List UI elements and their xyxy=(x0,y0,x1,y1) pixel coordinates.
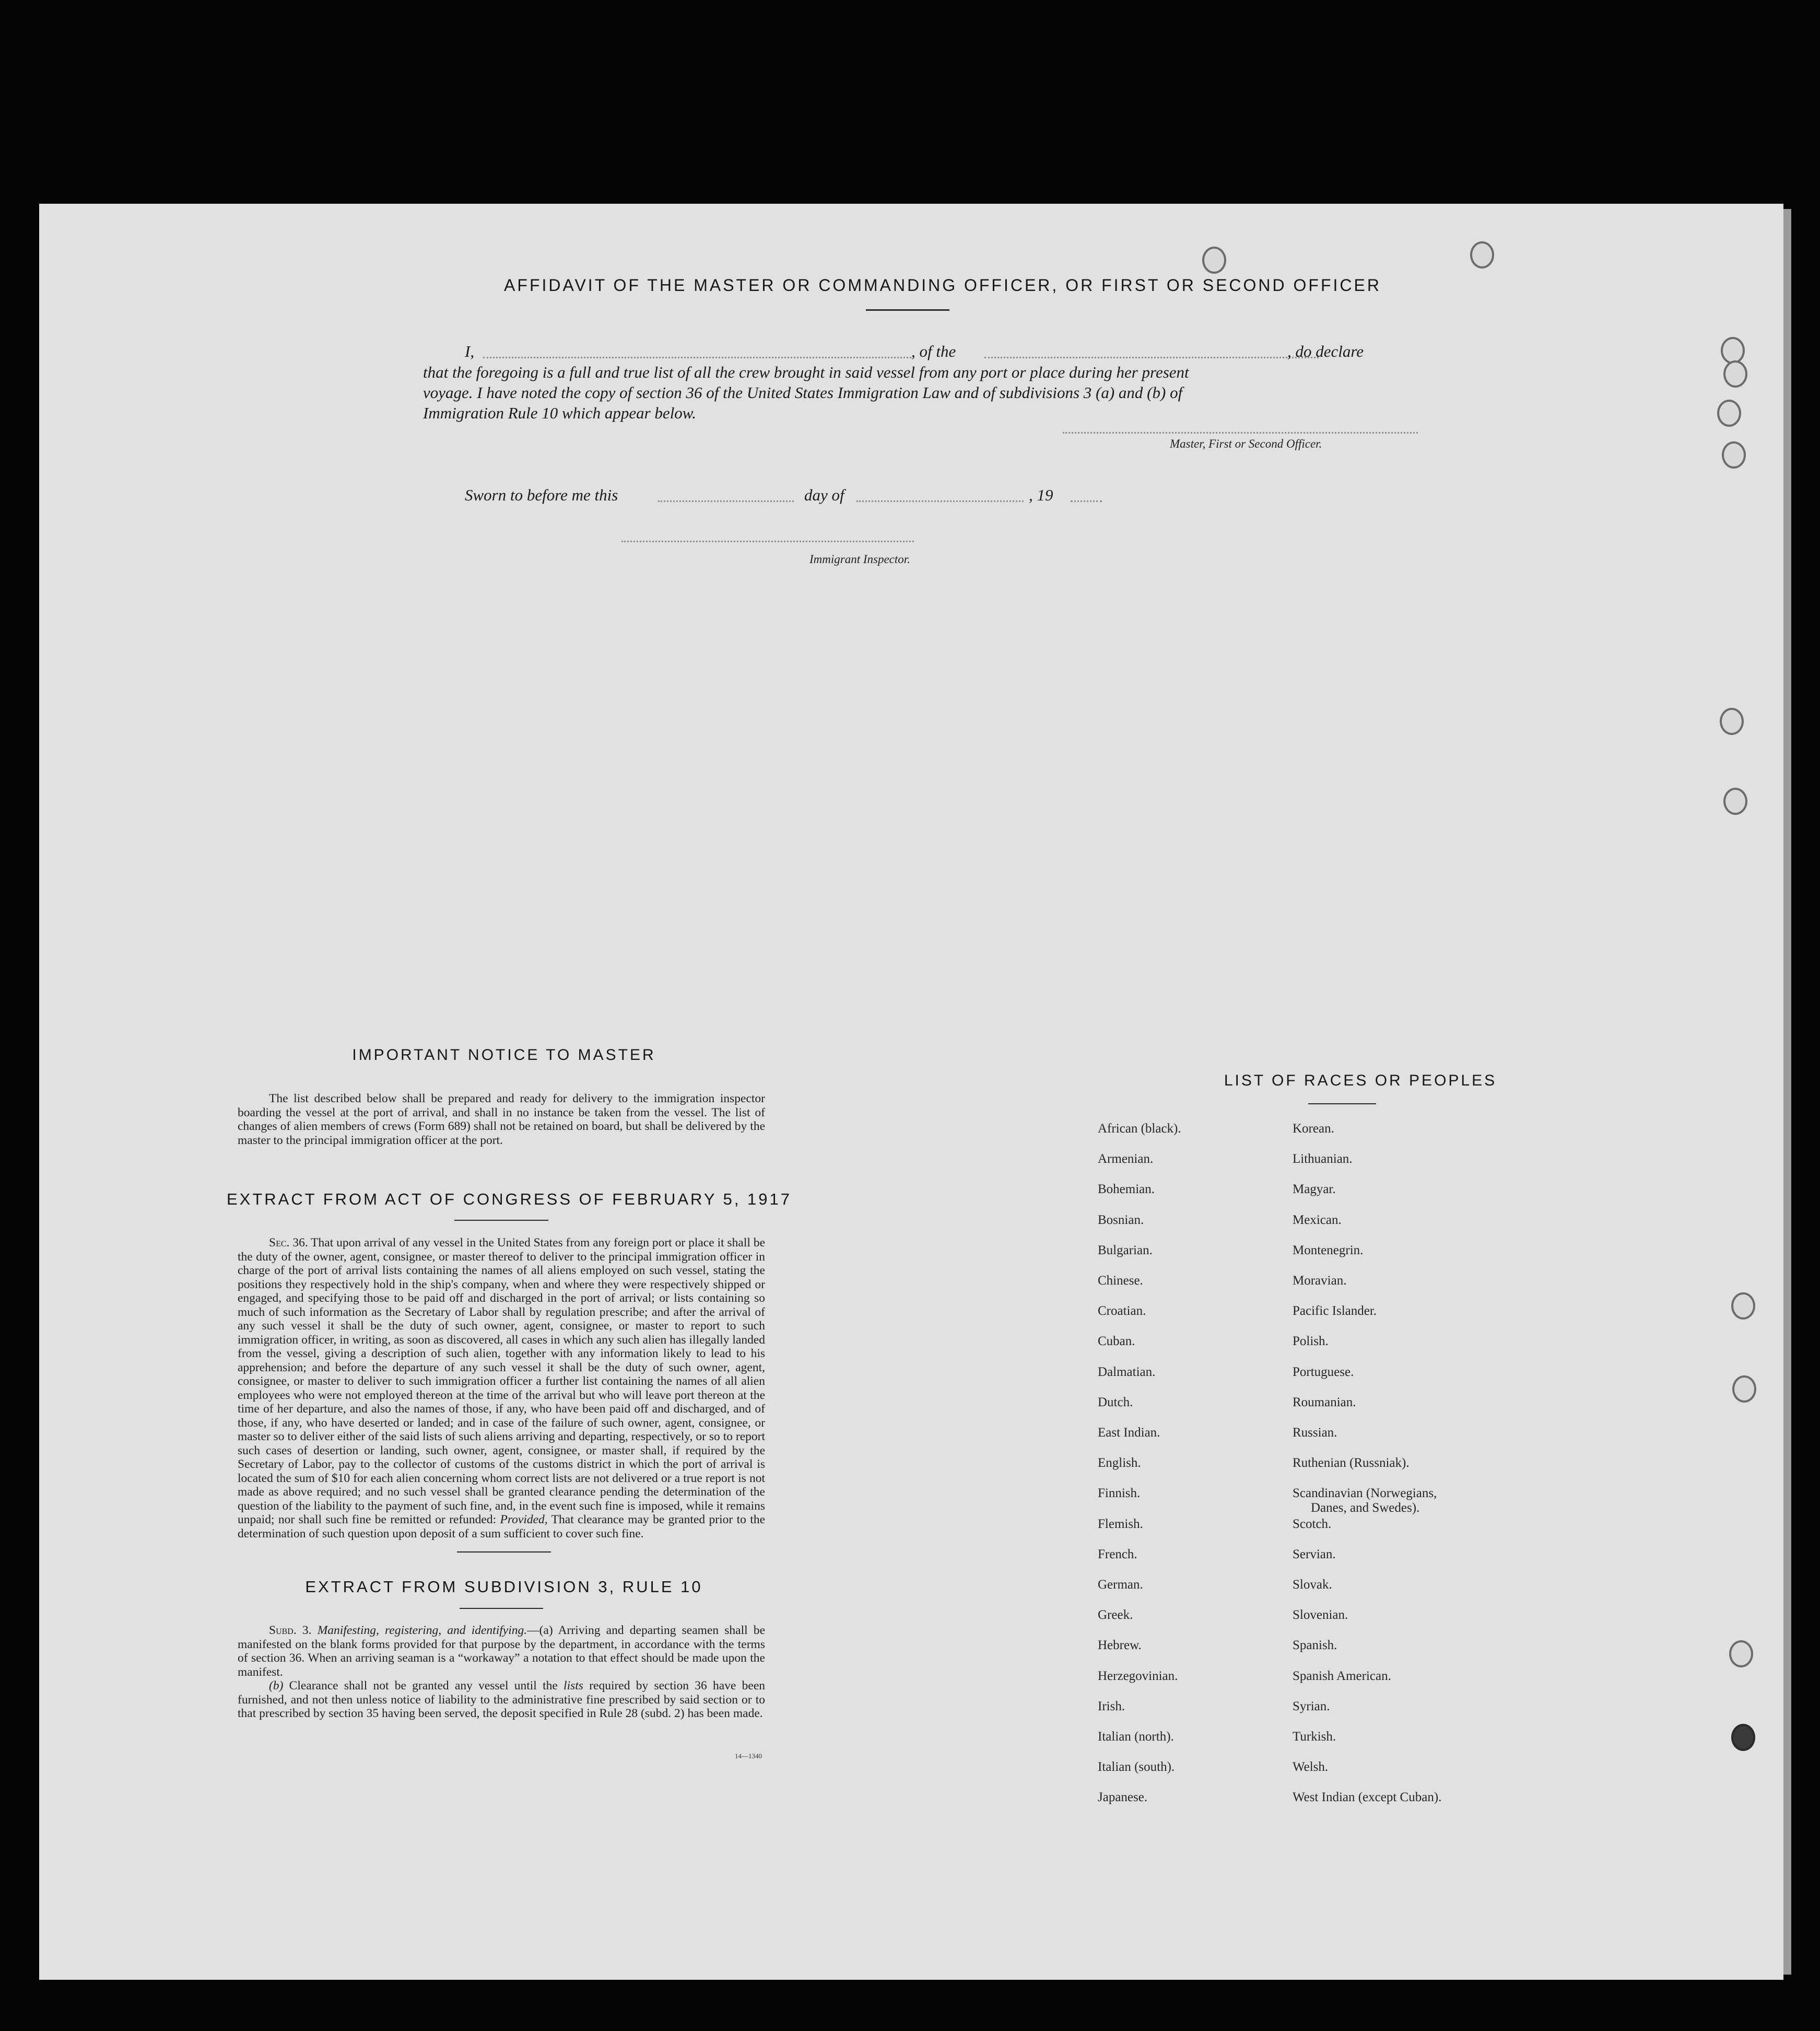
inspector-caption: Immigrant Inspector. xyxy=(809,553,910,566)
race-item: Slovak. xyxy=(1293,1578,1332,1592)
affiant-i: I, xyxy=(465,342,475,360)
race-item: Polish. xyxy=(1293,1334,1329,1349)
title-rule xyxy=(866,309,949,311)
race-item: Syrian. xyxy=(1293,1699,1330,1713)
race-item: Danes, and Swedes). xyxy=(1311,1501,1420,1515)
affidavit-line-4: Immigration Rule 10 which appear below. xyxy=(423,404,696,422)
punch-hole xyxy=(1729,1640,1753,1667)
race-item: East Indian. xyxy=(1098,1426,1160,1440)
rule-title-rule xyxy=(460,1608,543,1609)
sec-label: Sec. xyxy=(269,1236,290,1250)
race-item: Bohemian. xyxy=(1098,1182,1155,1197)
race-item: Pacific Islander. xyxy=(1293,1304,1377,1318)
race-item: French. xyxy=(1098,1547,1137,1561)
subd-label: Subd. xyxy=(269,1624,297,1637)
subd-heading: Manifesting, registering, and identifying. xyxy=(317,1624,527,1637)
do-declare-text: , do declare xyxy=(1287,342,1364,360)
race-item: Hebrew. xyxy=(1098,1638,1142,1653)
race-item: Flemish. xyxy=(1098,1516,1143,1531)
act-end-rule xyxy=(457,1551,551,1553)
race-item: English. xyxy=(1098,1456,1141,1470)
race-item: Magyar. xyxy=(1293,1182,1336,1197)
punch-hole xyxy=(1717,400,1741,427)
subd-a-text: Arriving and departing seamen shall be manifested on the blank forms provided for that purpose by the department, in accordance with the terms of section 36. When an arriving seaman is a “workaway” a notation to that effect should be made upon the manifest. xyxy=(238,1624,766,1679)
race-item: Portuguese. xyxy=(1293,1364,1354,1379)
punch-hole xyxy=(1723,360,1747,388)
section-36-body: 36. That upon arrival of any vessel in the United States from any foreign port or place it shall be the duty of the owner, agent, consignee, or master thereof to deliver to the principal immigration officer in charge of the port of arrival lists containing the names of all aliens employed on such vessel, stating the positions they respectively hold in the ship's company, when and where they were respectively shipped or engaged, and specifying those to be paid off and discharged in the port of arrival; or lists containing so much of such information as the Secretary of Labor shall by regulation prescribe; and after the arrival of any such vessel it shall be the duty of such owner, agent, consignee, or master to report to such immigration officer, in writing, as soon as discovered, all cases in which any such alien has illegally landed from the vessel, giving a description of such alien, together with any information likely to lead to his apprehension; and before the departure of any such vessel it shall be the duty of such owner, agent, consignee, or master to deliver to such immigration officer a further list containing the names of all alien employees who were not employed thereon at the time of the arrival but who will leave port thereon at the time of her departure, and also the names of those, if any, who have been paid off and discharged, and of those, if any, who have deserted or landed; and in case of the failure of such owner, agent, consignee, or master so to deliver either of the said lists of such aliens arriving and departing, respectively, or so to report such cases of desertion or landing, such owner, agent, consignee, or master shall, if required by the Secretary of Labor, pay to the collector of customs of the customs district in which the port of arrival is located the sum of $10 for each alien concerning whom correct lists are not delivered or a true report is not made as above required; and no such vessel shall be granted clearance pending the determination of the question of the liability to the payment of such fine, and, in the event such fine is imposed, while it remains unpaid; nor shall such fine be remitted or refunded: xyxy=(238,1236,766,1526)
rule-subd-a xyxy=(238,1624,765,1679)
race-item: Bulgarian. xyxy=(1098,1243,1153,1257)
subd-number: 3. xyxy=(302,1624,312,1637)
race-item: Russian. xyxy=(1293,1426,1337,1440)
affiant-name-field[interactable] xyxy=(483,357,911,358)
race-item: Japanese. xyxy=(1098,1790,1148,1805)
race-item: Turkish. xyxy=(1293,1730,1336,1744)
race-item: Bosnian. xyxy=(1098,1212,1144,1227)
rule-extract-title: EXTRACT FROM SUBDIVISION 3, RULE 10 xyxy=(305,1578,703,1596)
race-item: Italian (south). xyxy=(1098,1760,1175,1775)
race-item: German. xyxy=(1098,1578,1143,1592)
race-item: Moravian. xyxy=(1293,1274,1347,1288)
affidavit-line-2: that the foregoing is a full and true list of all the crew brought in said vessel from any port or place during her present xyxy=(423,363,1189,381)
punch-hole xyxy=(1202,247,1226,274)
race-item: Dutch. xyxy=(1098,1395,1133,1409)
inspector-signature-field[interactable] xyxy=(621,541,914,542)
punch-hole xyxy=(1731,1724,1755,1751)
provided-word: Provided, xyxy=(500,1513,548,1526)
race-item: Scotch. xyxy=(1293,1516,1332,1531)
section-36-end: That clearance may be granted prior to the determination of such question upon deposit of a sum sufficient to cover such fine. xyxy=(238,1513,766,1540)
race-item: Lithuanian. xyxy=(1293,1152,1353,1166)
act-extract-title: EXTRACT FROM ACT OF CONGRESS OF FEBRUARY 5, 1917 xyxy=(226,1190,792,1208)
year-prefix: , 19 xyxy=(1029,486,1053,504)
race-item: Cuban. xyxy=(1098,1334,1135,1349)
race-item: Herzegovinian. xyxy=(1098,1668,1178,1683)
race-item: Dalmatian. xyxy=(1098,1364,1156,1379)
races-title: LIST OF RACES OR PEOPLES xyxy=(1224,1072,1497,1089)
rule-subd-b xyxy=(238,1679,765,1721)
act-title-rule xyxy=(454,1220,548,1221)
subd-b-label: (b) xyxy=(269,1679,284,1693)
race-item: African (black). xyxy=(1098,1122,1181,1136)
sworn-month-field[interactable] xyxy=(856,500,1024,502)
race-item: Scandinavian (Norwegians, xyxy=(1293,1486,1437,1501)
race-item: Servian. xyxy=(1293,1547,1336,1561)
race-item: Spanish. xyxy=(1293,1638,1337,1653)
subd-a-label: —(a) xyxy=(527,1624,553,1637)
sworn-label: Sworn to before me this xyxy=(465,486,618,504)
affidavit-title: AFFIDAVIT OF THE MASTER OR COMMANDING OFFICER, OR FIRST OR SECOND OFFICER xyxy=(504,276,1381,295)
race-item: Ruthenian (Russniak). xyxy=(1293,1456,1410,1470)
subd-b-text-2: required by section 36 have been furnished, and not then unless notice of liability to the administrative fine prescribed by said section or to that prescribed by section 35 having been served, the deposit specified in Rule 28 (subd. 2) has been made. xyxy=(238,1679,766,1720)
officer-signature-field[interactable] xyxy=(1063,432,1418,434)
notice-title: IMPORTANT NOTICE TO MASTER xyxy=(352,1046,656,1064)
day-of-text: day of xyxy=(804,486,844,504)
of-the-text: , of the xyxy=(911,342,956,360)
punch-hole xyxy=(1470,241,1494,269)
form-number: 14—1340 xyxy=(735,1752,762,1760)
race-item: Greek. xyxy=(1098,1608,1133,1623)
form-sheet xyxy=(39,204,1783,1980)
race-item: Spanish American. xyxy=(1293,1668,1391,1683)
lists-word: lists xyxy=(563,1679,583,1693)
race-item: West Indian (except Cuban). xyxy=(1293,1790,1442,1805)
affidavit-line-3: voyage. I have noted the copy of section 36 of the United States Immigration Law and of subdivisions 3 (a) and (b) of xyxy=(423,383,1183,402)
sworn-year-field[interactable] xyxy=(1071,500,1102,502)
officer-signature-caption: Master, First or Second Officer. xyxy=(1170,437,1322,450)
race-item: Slovenian. xyxy=(1293,1608,1348,1623)
sworn-day-field[interactable] xyxy=(658,500,794,502)
race-item: Mexican. xyxy=(1293,1212,1342,1227)
race-item: Finnish. xyxy=(1098,1486,1141,1501)
vessel-name-field[interactable] xyxy=(984,357,1319,358)
race-item: Croatian. xyxy=(1098,1304,1146,1318)
punch-hole xyxy=(1731,1292,1755,1320)
race-item: Italian (north). xyxy=(1098,1730,1174,1744)
race-item: Irish. xyxy=(1098,1699,1125,1713)
punch-hole xyxy=(1720,708,1744,735)
section-36-text xyxy=(238,1236,765,1540)
races-title-rule xyxy=(1308,1103,1376,1104)
punch-hole xyxy=(1721,337,1745,364)
race-item: Chinese. xyxy=(1098,1274,1143,1288)
punch-hole xyxy=(1723,788,1747,815)
race-item: Montenegrin. xyxy=(1293,1243,1364,1257)
punch-hole xyxy=(1722,441,1746,469)
notice-body: The list described below shall be prepared and ready for delivery to the immigration inspector boarding the vessel at the port of arrival, and shall in no instance be taken from the vessel. The list of changes of alien members of crews (Form 689) shall not be retained on board, but shall be delivered by the master to the principal immigration officer at the port. xyxy=(238,1092,765,1147)
race-item: Armenian. xyxy=(1098,1152,1154,1166)
race-item: Roumanian. xyxy=(1293,1395,1356,1409)
race-item: Welsh. xyxy=(1293,1760,1329,1775)
race-item: Korean. xyxy=(1293,1122,1334,1136)
subd-b-text-1: Clearance shall not be granted any vessel until the xyxy=(289,1679,558,1693)
punch-hole xyxy=(1732,1375,1756,1403)
